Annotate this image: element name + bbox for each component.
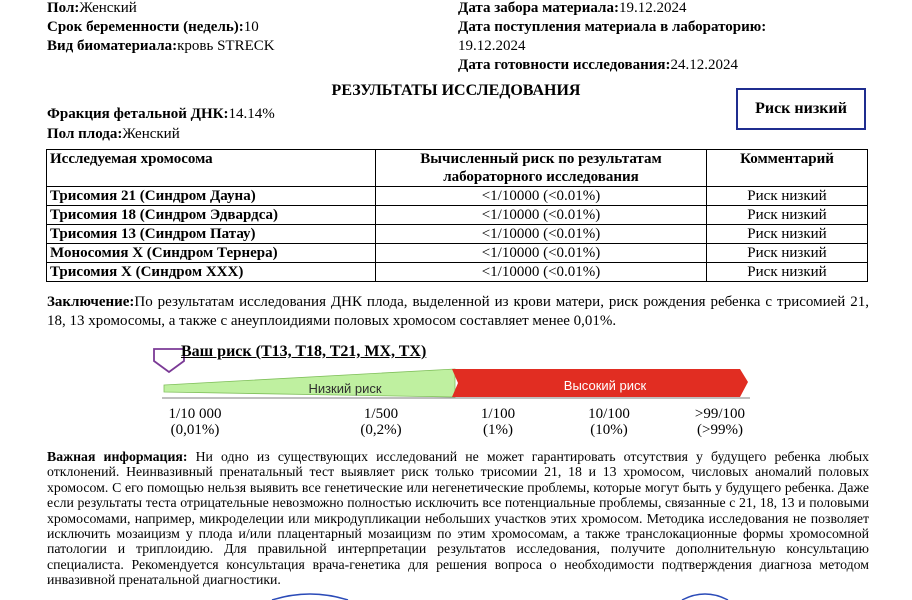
- table-header-row: [47, 150, 868, 187]
- chromosome-cell: Трисомия 21 (Синдром Дауна): [47, 187, 376, 206]
- tick-percent: (10%): [590, 422, 628, 438]
- risk-cell: <1/10000 (<0.01%): [376, 187, 707, 206]
- column-header-chromosome: Исследуемая хромосома: [47, 150, 376, 187]
- risk-cell: <1/10000 (<0.01%): [376, 225, 707, 244]
- sex-line: Пол:Женский: [47, 0, 137, 16]
- chromosome-cell: Трисомия X (Синдром XXX): [47, 263, 376, 282]
- your-risk-title: Ваш риск (T13, T18, T21, MX, TX): [181, 343, 427, 360]
- risk-cell: <1/10000 (<0.01%): [376, 244, 707, 263]
- fetal-info: [47, 104, 275, 144]
- table-row: [47, 225, 868, 244]
- stamp-right-icon: [680, 592, 730, 600]
- tick-ratio: 10/100: [588, 406, 630, 422]
- arrival-date-label: Дата поступления материала в лабораторию:: [458, 19, 767, 35]
- results-title: РЕЗУЛЬТАТЫ ИССЛЕДОВАНИЯ: [331, 82, 581, 99]
- fetal-fraction-line: Фракция фетальной ДНК:14.14%: [47, 106, 275, 122]
- scale-tick: [569, 406, 649, 438]
- risk-badge: Риск низкий: [736, 88, 866, 130]
- low-risk-label: Низкий риск: [308, 381, 382, 396]
- scale-tick: [155, 406, 235, 438]
- stamp-left-icon: [270, 592, 350, 600]
- tick-percent: (1%): [483, 422, 513, 438]
- biomaterial-line: Вид биоматериала:кровь STRECK: [47, 38, 275, 54]
- tick-ratio: 1/100: [480, 406, 516, 422]
- tick-percent: (0,01%): [170, 422, 220, 438]
- patient-info: [47, 0, 275, 56]
- tick-percent: (>99%): [697, 422, 743, 438]
- scale-tick: [680, 406, 760, 438]
- ready-date-line: Дата готовности исследования:24.12.2024: [458, 57, 738, 73]
- chromosome-cell: Моносомия X (Синдром Тернера): [47, 244, 376, 263]
- table-row: [47, 187, 868, 206]
- table-row: [47, 206, 868, 225]
- high-risk-label: Высокий риск: [563, 378, 647, 393]
- comment-cell: Риск низкий: [707, 244, 868, 263]
- scale-tick: [458, 406, 538, 438]
- table-row: [47, 263, 868, 282]
- comment-cell: Риск низкий: [707, 263, 868, 282]
- column-header-comment: Комментарий: [707, 150, 868, 187]
- tick-percent: (0,2%): [360, 422, 402, 438]
- chromosome-cell: Трисомия 13 (Синдром Патау): [47, 225, 376, 244]
- tick-ratio: 1/10 000: [168, 406, 222, 422]
- collection-date-line: Дата забора материала:19.12.2024: [458, 0, 687, 16]
- tick-ratio: >99/100: [694, 406, 746, 422]
- fetal-sex-line: Пол плода:Женский: [47, 126, 180, 142]
- comment-cell: Риск низкий: [707, 206, 868, 225]
- conclusion: Заключение:По результатам исследования ДНК плода, выделенной из крови матери, риск рождения ребенка с трисомией 21, 18, 13 хромосомы, а также с анеуплоидиями половых хромосом составляет менее 0,01%.: [47, 294, 869, 329]
- term-line: Срок беременности (недель):10: [47, 19, 259, 35]
- arrival-date-value: 19.12.2024: [458, 38, 526, 54]
- your-risk-pointer-icon: [154, 349, 184, 372]
- scale-tick: [341, 406, 421, 438]
- comment-cell: Риск низкий: [707, 225, 868, 244]
- column-header-risk: Вычисленный риск по результатам лабораторного исследования: [376, 150, 707, 187]
- tick-ratio: 1/500: [363, 406, 399, 422]
- important-information: Важная информация: Ни одно из существующих исследований не может гарантировать отсутствия у будущего ребенка любых отклонений. Неинвазивный пренатальный тест выявляет риск только трисомии 21, 18 и 13 хромосом, числовых аномалий половых хромосом. С его помощью нельзя выявить все генетические или негенетические проблемы, которые могут быть у будущего ребенка. Даже если результаты теста отрицательные невозможно полностью исключить все потенциальные проблемы, связанные с 21, 18, 13 и половыми хромосомами, например, микроделеции или микродупликации небольших участков этих хромосом. Методика исследования не позволяет исключить мозаицизм у плода и/или плацентарный мозаицизм по этим хромосомам, а также транслокационные формы хромосомной патологии и триплоидию. Для правильной интерпретации результатов исследования, получите дополнительную консультацию специалиста. Рекомендуется консультация врача-генетика для решения вопроса о необходимости подтверждения диагноза методом инвазивной пренатальной диагностики.: [47, 449, 869, 588]
- chromosome-cell: Трисомия 18 (Синдром Эдвардса): [47, 206, 376, 225]
- table-row: [47, 244, 868, 263]
- comment-cell: Риск низкий: [707, 187, 868, 206]
- risk-cell: <1/10000 (<0.01%): [376, 206, 707, 225]
- risk-cell: <1/10000 (<0.01%): [376, 263, 707, 282]
- dates-info: [458, 0, 766, 75]
- results-table: [46, 149, 868, 282]
